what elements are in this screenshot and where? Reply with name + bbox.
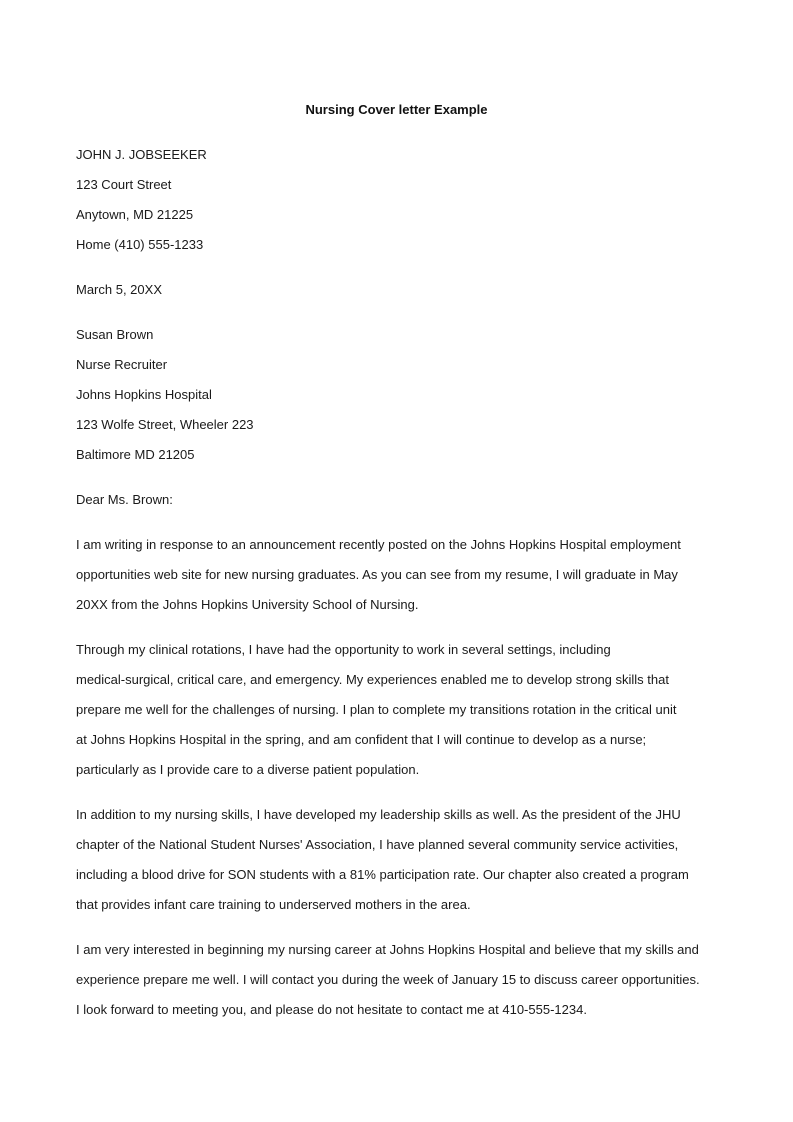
sender-name: JOHN J. JOBSEEKER — [76, 147, 207, 162]
paragraph-line: 20XX from the Johns Hopkins University School of Nursing. — [76, 597, 419, 612]
letter-date: March 5, 20XX — [76, 282, 162, 297]
recipient-name: Susan Brown — [76, 327, 154, 342]
sender-address-block — [76, 140, 726, 260]
body-paragraph-2 — [76, 635, 726, 785]
paragraph-line: opportunities web site for new nursing graduates. As you can see from my resume, I will graduate in May — [76, 567, 678, 582]
recipient-position: Nurse Recruiter — [76, 357, 168, 372]
paragraph-line: medical-surgical, critical care, and emergency. My experiences enabled me to develop strong skills that — [76, 672, 669, 687]
sender-city: Anytown, MD 21225 — [76, 207, 194, 222]
paragraph-line: chapter of the National Student Nurses' Association, I have planned several community service activities, — [76, 837, 679, 852]
paragraph-line: I am very interested in beginning my nursing career at Johns Hopkins Hospital and believe that my skills and — [76, 942, 699, 957]
salutation-block — [76, 485, 726, 515]
sender-street: 123 Court Street — [76, 177, 172, 192]
salutation: Dear Ms. Brown: — [76, 492, 173, 507]
sender-phone: Home (410) 555-1233 — [76, 237, 204, 252]
body-paragraph-1 — [76, 530, 726, 620]
recipient-city: Baltimore MD 21205 — [76, 447, 195, 462]
recipient-address-block — [76, 320, 726, 470]
paragraph-line: prepare me well for the challenges of nursing. I plan to complete my transitions rotation in the critical unit — [76, 702, 677, 717]
paragraph-line: experience prepare me well. I will contact you during the week of January 15 to discuss career opportunities. — [76, 972, 700, 987]
paragraph-line: at Johns Hopkins Hospital in the spring, and am confident that I will continue to develop as a nurse; — [76, 732, 647, 747]
paragraph-line: I look forward to meeting you, and please do not hesitate to contact me at 410-555-1234. — [76, 1002, 587, 1017]
date-block — [76, 275, 726, 305]
paragraph-line: In addition to my nursing skills, I have developed my leadership skills as well. As the president of the JHU — [76, 807, 681, 822]
body-paragraph-3 — [76, 800, 726, 920]
document-title: Nursing Cover letter Example — [305, 102, 488, 117]
paragraph-line: including a blood drive for SON students with a 81% participation rate. Our chapter also created a program — [76, 867, 689, 882]
paragraph-line: particularly as I provide care to a diverse patient population. — [76, 762, 420, 777]
paragraph-line: Through my clinical rotations, I have had the opportunity to work in several settings, including — [76, 642, 611, 657]
paragraph-line: that provides infant care training to underserved mothers in the area. — [76, 897, 471, 912]
paragraph-line: I am writing in response to an announcement recently posted on the Johns Hopkins Hospital employment — [76, 537, 681, 552]
recipient-street: 123 Wolfe Street, Wheeler 223 — [76, 417, 254, 432]
recipient-organization: Johns Hopkins Hospital — [76, 387, 212, 402]
body-paragraph-4 — [76, 935, 726, 1025]
